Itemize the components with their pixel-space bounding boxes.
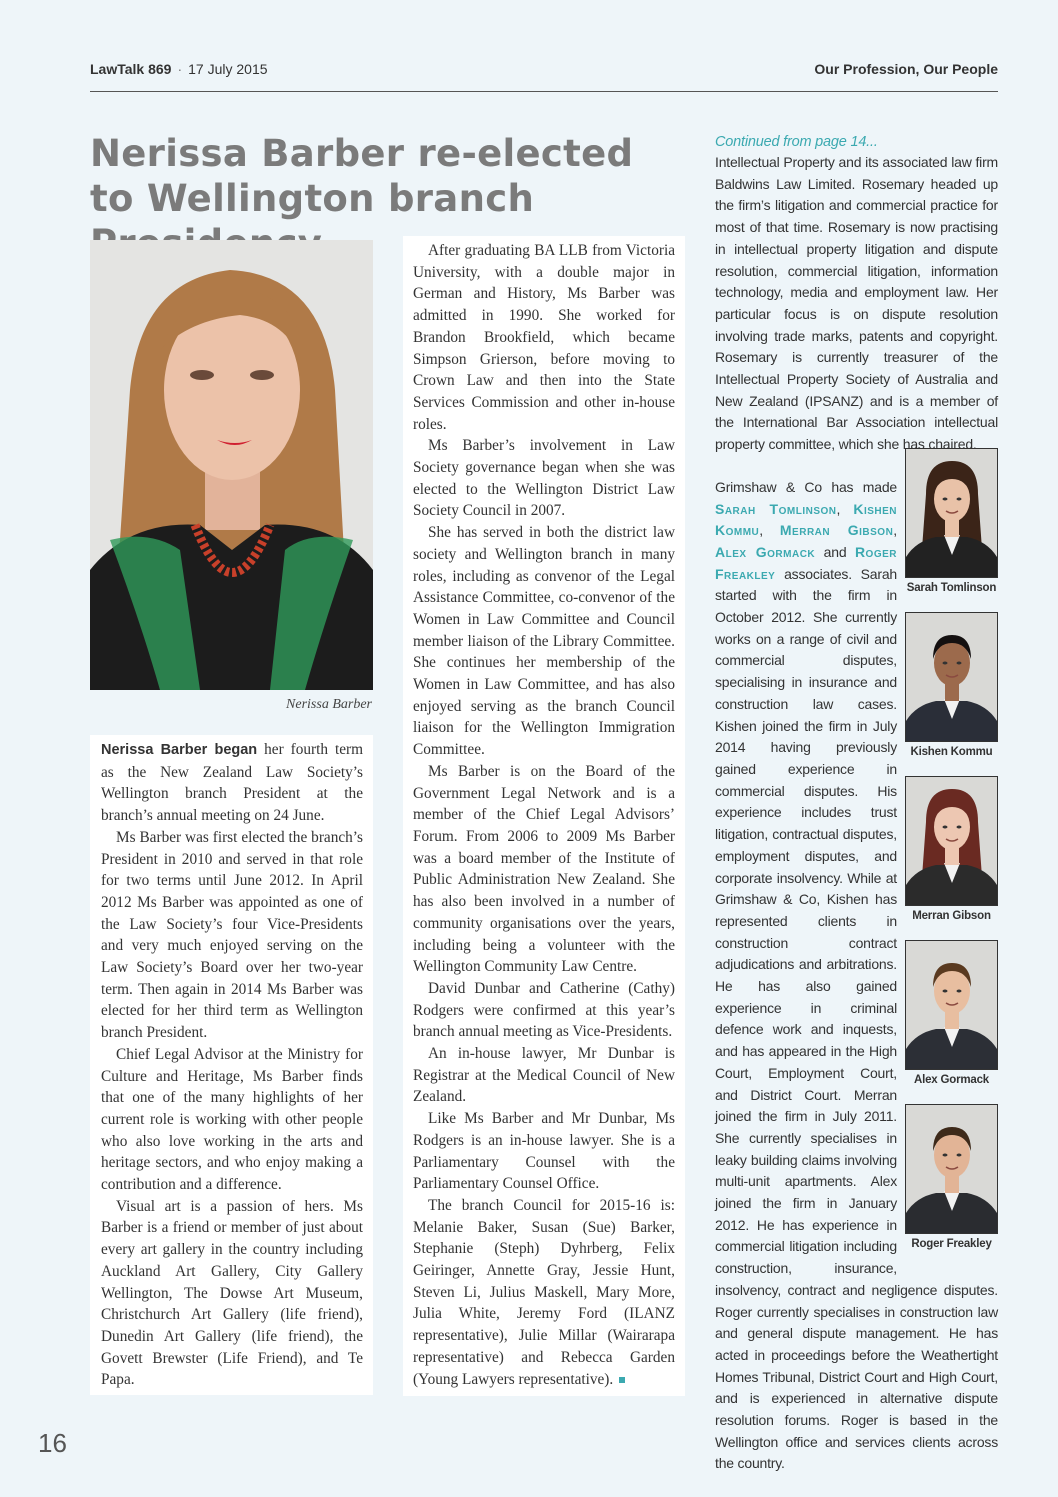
associate-name: Roger Freakley	[715, 543, 897, 582]
section-title: Our Profession, Our People	[814, 61, 998, 77]
associate-name: Alex Gormack	[715, 543, 816, 560]
photo-caption: Nerissa Barber	[286, 697, 372, 712]
continued-note: Continued from page 14...	[715, 134, 878, 150]
sidebar-text: associates. Sarah started with the firm in October 2012. She currently works on a range of civil and commercial disputes, specialising in insurance and construction law cases. Kishen joined the firm in July 2014 having previously gained experience in commercial disputes. His experience includes trust litigation, contractual disputes, employment disputes, and corporate insolvency. While at Grimshaw & Co, Kishen has represented clients in construction contract adjudications and arbitrations. He has also gained experience in criminal defence work and inquests, and has appeared in the High Court, Employment Court, and District Court. Merran joined the firm in July 2011. She currently specialises in leaky building claims involving multi-unit apartments. Alex joined the firm in January 2012. He has experience in commercial litigation including construction, insurance, insolvency, contract and negligence disputes. Roger currently specialises in construction law and general dispute management. He has acted in proceedings before the Weathertight Homes Tribunal, District Court and High Court, and is experienced in alternative dispute resolution forums. Roger is based in the Wellington office and services clients across the country.	[715, 565, 998, 1472]
lead-bold: Nerissa Barber began	[101, 742, 258, 758]
separator: ,	[836, 500, 854, 517]
sidebar-text: Grimshaw & Co has made	[715, 478, 897, 495]
portrait-name: Roger Freakley	[911, 1237, 992, 1250]
portrait-illustration	[906, 941, 997, 1069]
final-paragraph-text: The branch Council for 2015-16 is: Melanie Baker, Susan (Sue) Barker, Stephanie (Steph) Dyhrberg, Felix Geiringer, Annette Gray, Jessie Hunt, Steven Li, Julius Maskell, Mary More, Julia White, Jeremy Ford (ILANZ representative), Julie Millar (Wairarapa representative) and Rebecca Garden (Young Lawyers representative).	[413, 1196, 675, 1388]
portrait-alex-gormack	[905, 940, 998, 1104]
portrait-illustration	[906, 777, 997, 905]
body-paragraph: An in-house lawyer, Mr Dunbar is Registrar at the Medical Council of New Zealand.	[413, 1045, 675, 1106]
body-paragraph: Like Ms Barber and Mr Dunbar, Ms Rodgers is an in-house lawyer. She is a Parliamentary Counsel with the Parliamentary Counsel Office.	[413, 1110, 675, 1193]
portrait-sarah-tomlinson	[905, 448, 998, 612]
body-paragraph: Chief Legal Advisor at the Ministry for Culture and Heritage, Ms Barber finds that one of the many highlights of her current role is working with other people who also love working in the arts and heritage sectors, and who enjoy making a contribution and a difference.	[101, 1045, 363, 1194]
sidebar-paragraph-text: Intellectual Property and its associated law firm Baldwins Law Limited. Rosemary headed up the firm’s litigation and commercial practice for most of that time. Rosemary is now practising in intellectual property litigation and dispute resolution, commercial litigation, information technology, media and employment law. Her particular focus is on dispute resolution involving trade marks, patents and copyright. Rosemary is currently treasurer of the Intellectual Property Society of Australia and New Zealand (IPSANZ) and is a member of the International Bar Association intellectual property committee, which she has chaired.	[715, 154, 998, 453]
body-paragraph: Ms Barber’s involvement in Law Society governance began when she was elected to the Wellington District Law Society Council in 2007.	[413, 437, 675, 520]
portrait-illustration	[90, 240, 373, 690]
portrait-photo	[905, 776, 998, 906]
portrait-name: Alex Gormack	[914, 1073, 989, 1086]
issue-date: 17 July 2015	[188, 61, 268, 77]
portrait-photo	[905, 448, 998, 578]
portrait-name: Merran Gibson	[912, 909, 991, 922]
header-separator: ·	[177, 61, 183, 77]
body-paragraph: After graduating BA LLB from Victoria University, with a double major in German and History, Ms Barber was admitted in 1990. She worked for Brandon Brookfield, which became Simpson Grierson, before moving to Crown Law and then into the State Services Commission and other in-house roles.	[413, 242, 675, 433]
article-title: Nerissa Barber re-elected to Wellington branch	[90, 132, 634, 220]
article-column-1	[90, 735, 373, 1395]
end-mark-icon	[619, 1377, 625, 1383]
body-paragraph: Ms Barber was first elected the branch’s President in 2010 and served in that role for two terms until June 2012. In April 2012 Ms Barber was appointed as one of the Law Society’s four Vice-Presidents and very much enjoyed serving on the Law Society’s Board over her two-year term. Then again in 2014 Ms Barber was elected for her third term as Wellington branch President.	[101, 828, 363, 1042]
body-paragraph: Visual art is a passion of hers. Ms Barber is a friend or member of just about every art gallery in the country including Auckland Art Gallery, City Gallery Wellington, The Dowse Art Museum, Christchurch Art Gallery (life friend), Dunedin Art Gallery (life friend), the Govett Brewster (Life Friend), and Te Papa.	[101, 1197, 363, 1389]
portrait-roger-freakley	[905, 1104, 998, 1268]
portrait-merran-gibson	[905, 776, 998, 940]
publication-name: LawTalk 869	[90, 61, 172, 77]
separator: ,	[893, 522, 897, 539]
page-number: 16	[38, 1428, 67, 1458]
portrait-name: Sarah Tomlinson	[906, 581, 997, 594]
portrait-illustration	[906, 613, 997, 741]
separator: ,	[759, 522, 780, 539]
body-paragraph: Ms Barber is on the Board of the Government Legal Network and is a member of the Chief Legal Advisors’ Forum. From 2006 to 2009 Ms Barber was a board member of the Institute of Public Administration New Zealand. She has also been involved in a number of community organisations over the years, including being a volunteer with the Wellington Community Law Centre.	[413, 762, 675, 976]
sidebar-column	[715, 132, 998, 1475]
body-paragraph: She has served in both the district law society and Wellington branch in many roles, including as convenor of the Legal Assistance Committee, co-convenor of the Women in Law Committee and Council member liaison of the Library Committee. She continues her membership of the Women in Law Committee, and has also enjoyed serving as the branch Council liaison for the Wellington Immigration Committee.	[413, 524, 675, 759]
sidebar-paragraph	[715, 152, 998, 456]
portrait-name: Kishen Kommu	[910, 745, 993, 758]
associate-name: Kishen Kommu	[715, 500, 897, 539]
portrait-photo	[905, 940, 998, 1070]
lead-text: her fourth term as the New Zealand Law Society’s Wellington branch President at the branch’s annual meeting on 24 June.	[101, 741, 363, 825]
nerissa-barber-photo	[90, 240, 373, 690]
portrait-illustration	[906, 449, 997, 577]
portrait-kishen-kommu	[905, 612, 998, 776]
lead-paragraph	[101, 739, 363, 827]
portrait-photo	[905, 612, 998, 742]
separator: and	[815, 543, 855, 560]
page-header	[90, 61, 998, 92]
portrait-illustration	[906, 1105, 997, 1233]
final-paragraph	[413, 1195, 675, 1390]
header-left	[90, 61, 268, 77]
article-column-2	[403, 236, 685, 1396]
portrait-photo	[905, 1104, 998, 1234]
body-paragraph: David Dunbar and Catherine (Cathy) Rodgers were confirmed at this year’s branch annual meeting as Vice-Presidents.	[413, 979, 675, 1041]
associate-name: Merran Gibson	[779, 522, 894, 539]
associate-name: Sarah Tomlinson	[715, 500, 837, 517]
